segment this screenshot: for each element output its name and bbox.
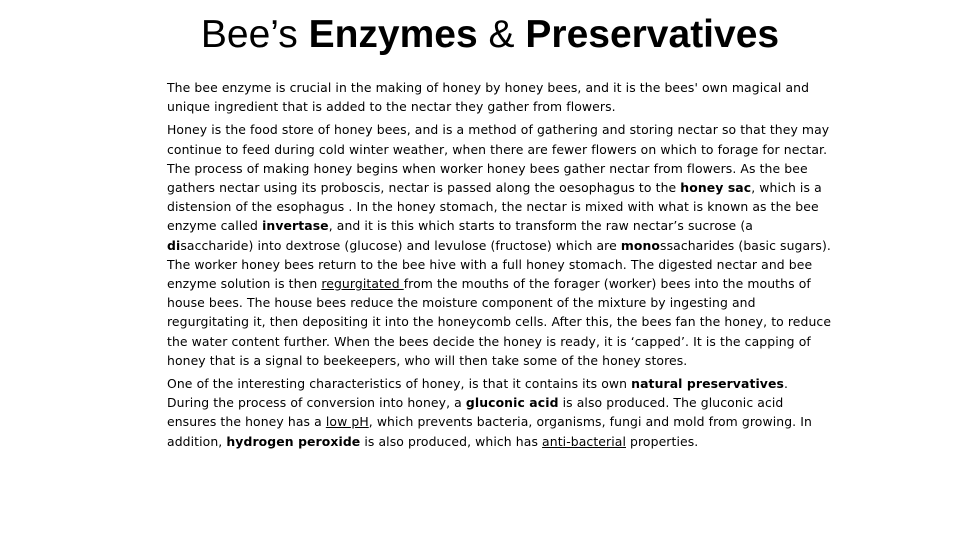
term-natural-preservatives: natural preservatives bbox=[631, 376, 784, 392]
text-run: is also produced, which has bbox=[360, 433, 543, 449]
title-text: & bbox=[477, 13, 526, 56]
paragraph-preservatives bbox=[167, 374, 832, 451]
text-run: from the mouths of the forager (worker) bees into the mouths of house bees. The house bees reduce the moisture component of the mixture by ingesting and regurgitating it, then depositing it into the honeycomb cells. After this, the bees fan the honey, to reduce the water content further. When the bees decide the honey is ready, it is ‘capped’. It is the capping of honey that is a signal to beekeepers, who will then take some of the honey stores. bbox=[167, 276, 832, 368]
title-bold-enzymes: Enzymes bbox=[308, 13, 478, 56]
text-run: is also produced. The gluconic acid ensures the honey has a bbox=[167, 395, 784, 430]
title-bold-preservatives: Preservatives bbox=[525, 13, 780, 56]
term-honey-sac: honey sac bbox=[680, 180, 752, 196]
title-text: Bee’s bbox=[200, 13, 309, 56]
term-regurgitated: regurgitated bbox=[321, 276, 404, 292]
term-gluconic-acid: gluconic acid bbox=[465, 395, 559, 411]
text-run: properties. bbox=[626, 433, 699, 449]
text-run: One of the interesting characteristics of honey, is that it contains its own bbox=[167, 376, 632, 392]
term-invertase: invertase bbox=[262, 218, 329, 234]
term-di: di bbox=[167, 237, 181, 253]
text-run: Honey is the food store of honey bees, and is a method of gathering and storing nectar so that they may continue to feed during cold winter weather, when there are fewer flowers on which to forage for nectar. The process of making honey begins when worker honey bees gather nectar from flowers. As the bee gathers nectar using its proboscis, nectar is passed along the oesophagus to the bbox=[167, 122, 830, 196]
text-run: , which is a distension of the esophagus . In the honey stomach, the nectar is mixed with what is known as the bee enzyme called bbox=[167, 180, 822, 234]
paragraph-enzyme-intro: The bee enzyme is crucial in the making of honey by honey bees, and it is the bees' own magical and unique ingredient that is added to the nectar they gather from flowers. bbox=[167, 80, 810, 115]
text-run: , which prevents bacteria, organisms, fungi and mold from growing. In addition, bbox=[167, 414, 812, 449]
text-run: ssacharides (basic sugars). The worker honey bees return to the bee hive with a full honey stomach. The digested nectar and bee enzyme solution is then bbox=[167, 237, 831, 292]
text-run: saccharide) into dextrose (glucose) and levulose (fructose) which are bbox=[180, 237, 621, 253]
text-run: . During the process of conversion into honey, a bbox=[167, 376, 789, 411]
term-hydrogen-peroxide: hydrogen peroxide bbox=[226, 433, 361, 449]
slide-body bbox=[167, 78, 832, 455]
term-anti-bacterial: anti-bacterial bbox=[542, 433, 626, 449]
paragraph-honey-making bbox=[167, 120, 832, 370]
term-low-ph: low pH bbox=[325, 414, 369, 430]
slide-title bbox=[0, 12, 980, 58]
term-mono: mono bbox=[620, 237, 661, 253]
text-run: , and it is this which starts to transform the raw nectar’s sucrose (a bbox=[328, 218, 753, 234]
